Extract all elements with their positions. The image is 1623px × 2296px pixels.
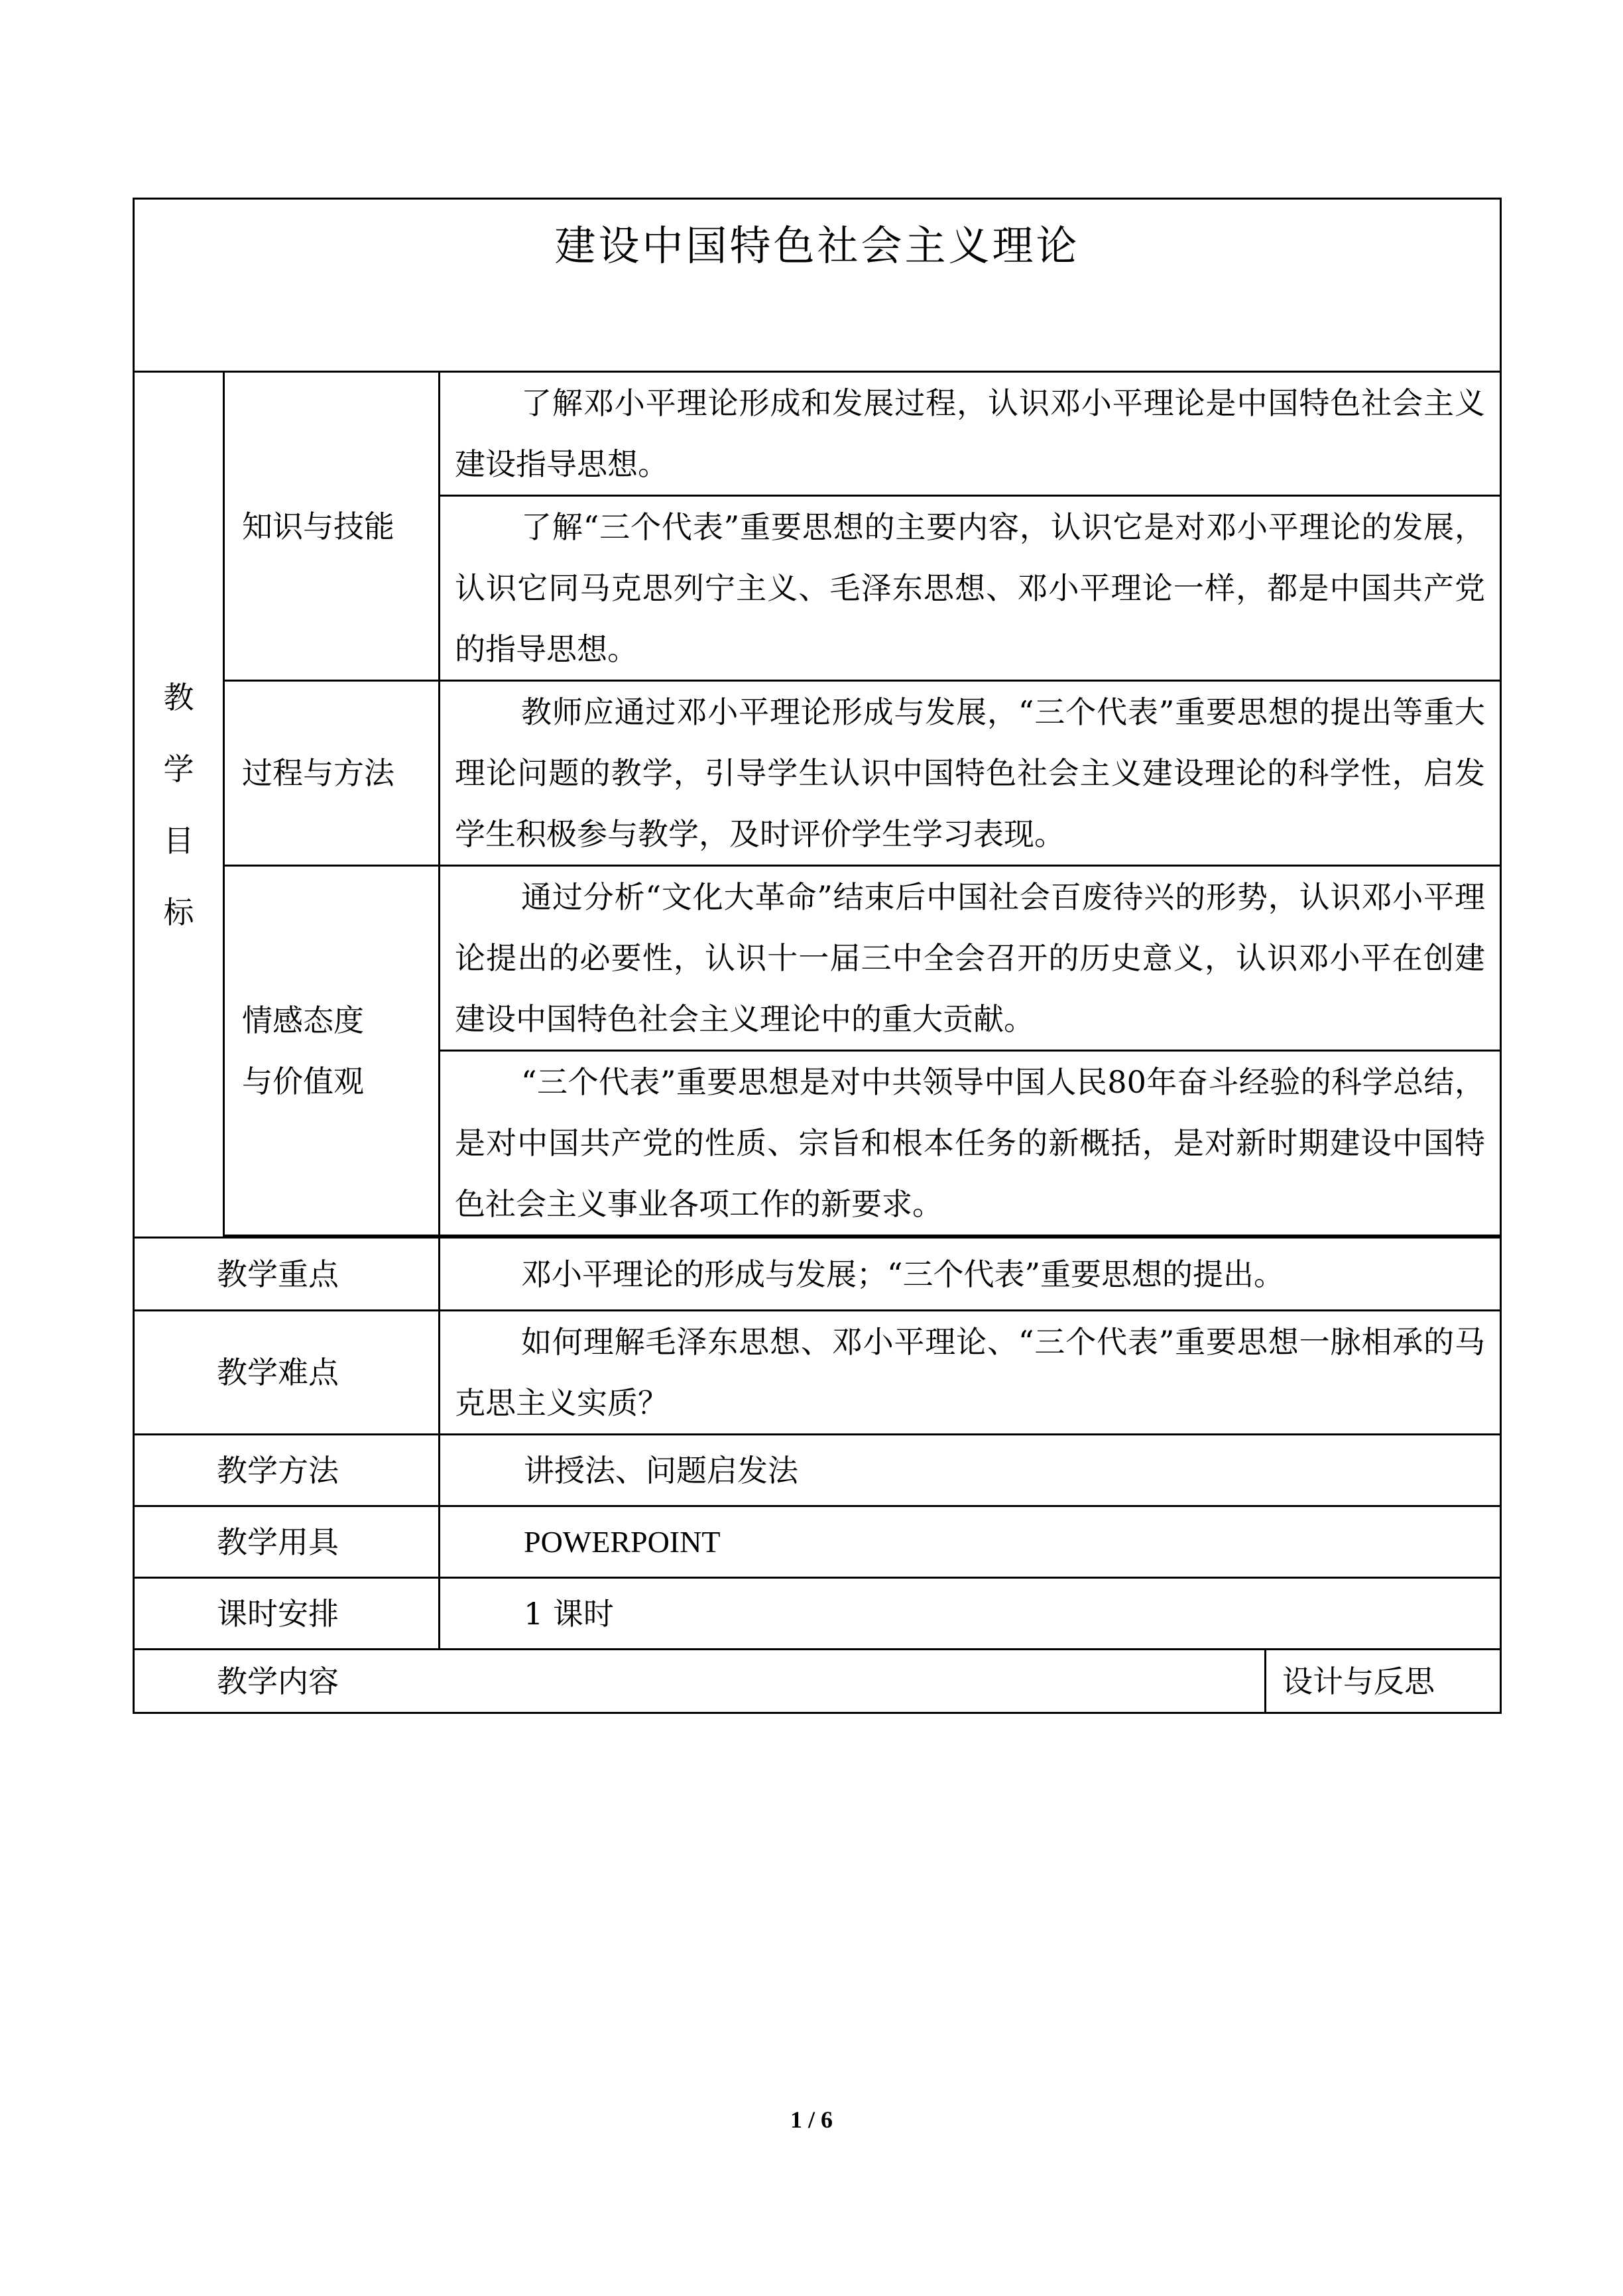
knowledge-label: 知识与技能 <box>242 508 394 544</box>
lesson-plan-table <box>133 198 1502 1714</box>
title-cell <box>134 199 1501 372</box>
content-label: 教学内容 <box>217 1663 339 1699</box>
objectives-label-char: 学 <box>163 751 194 787</box>
tools-label: 教学用具 <box>217 1524 339 1560</box>
page-title: 建设中国特色社会主义理论 <box>554 221 1080 270</box>
schedule-value-cell <box>440 1578 1501 1650</box>
key-points-value-cell <box>440 1238 1501 1311</box>
methods-value: 讲授法、问题启发法 <box>524 1452 798 1488</box>
methods-value-cell <box>440 1435 1501 1506</box>
knowledge-paragraph: 了解邓小平理论形成和发展过程，认识邓小平理论是中国特色社会主义建设指导思想。 <box>455 385 1486 482</box>
knowledge-paragraph-cell <box>440 496 1501 681</box>
process-paragraph-cell <box>440 681 1501 866</box>
emotion-label-line: 情感态度 <box>242 1002 364 1038</box>
emotion-label-line: 与价值观 <box>242 1063 364 1099</box>
process-label: 过程与方法 <box>242 755 394 791</box>
knowledge-label-cell <box>224 372 440 681</box>
emotion-paragraph: 通过分析“文化大革命”结束后中国社会百废待兴的形势，认识邓小平理论提出的必要性，认识十一届三中全会召开的历史意义，认识邓小平在创建建设中国特色社会主义理论中的重大贡献。 <box>455 879 1486 1037</box>
knowledge-paragraph-cell <box>440 372 1501 496</box>
design-label-cell <box>1266 1650 1501 1713</box>
emotion-paragraph-cell <box>440 866 1501 1051</box>
difficulties-label: 教学难点 <box>217 1355 339 1390</box>
difficulties-value-cell <box>440 1311 1501 1435</box>
emotion-paragraph-cell <box>440 1051 1501 1236</box>
design-label: 设计与反思 <box>1282 1663 1435 1699</box>
process-paragraph: 教师应通过邓小平理论形成与发展，“三个代表”重要思想的提出等重大理论问题的教学，引导学生认识中国特色社会主义建设理论的科学性，启发学生积极参与教学，及时评价学生学习表现。 <box>455 694 1486 852</box>
key-points-label: 教学重点 <box>217 1256 339 1292</box>
objectives-label-char: 目 <box>163 822 194 859</box>
key-points-label-cell <box>134 1238 440 1311</box>
difficulties-label-cell <box>134 1311 440 1435</box>
content-label-cell <box>134 1650 1266 1713</box>
tools-label-cell <box>134 1506 440 1578</box>
emotion-paragraph: “三个代表”重要思想是对中共领导中国人民80年奋斗经验的科学总结，是对中国共产党的性质、宗旨和根本任务的新概括，是对新时期建设中国特色社会主义事业各项工作的新要求。 <box>455 1064 1486 1222</box>
objectives-label-char: 标 <box>163 894 194 930</box>
difficulties-value: 如何理解毛泽东思想、邓小平理论、“三个代表”重要思想一脉相承的马克思主义实质？ <box>455 1324 1486 1421</box>
schedule-value: 1 课时 <box>524 1595 614 1632</box>
key-points-value: 邓小平理论的形成与发展；“三个代表”重要思想的提出。 <box>521 1256 1285 1292</box>
page-number: 1 / 6 <box>790 2106 833 2133</box>
knowledge-paragraph: 了解“三个代表”重要思想的主要内容，认识它是对邓小平理论的发展，认识它同马克思列宁主义、毛泽东思想、邓小平理论一样，都是中国共产党的指导思想。 <box>455 509 1486 667</box>
objectives-label-cell <box>134 372 224 1238</box>
objectives-label-char: 教 <box>163 679 194 715</box>
schedule-label: 课时安排 <box>217 1595 339 1632</box>
methods-label: 教学方法 <box>217 1452 339 1488</box>
methods-label-cell <box>134 1435 440 1506</box>
emotion-label-cell <box>224 866 440 1236</box>
tools-value-cell <box>440 1506 1501 1578</box>
tools-value: POWERPOINT <box>524 1525 721 1559</box>
schedule-label-cell <box>134 1578 440 1650</box>
process-label-cell <box>224 681 440 866</box>
